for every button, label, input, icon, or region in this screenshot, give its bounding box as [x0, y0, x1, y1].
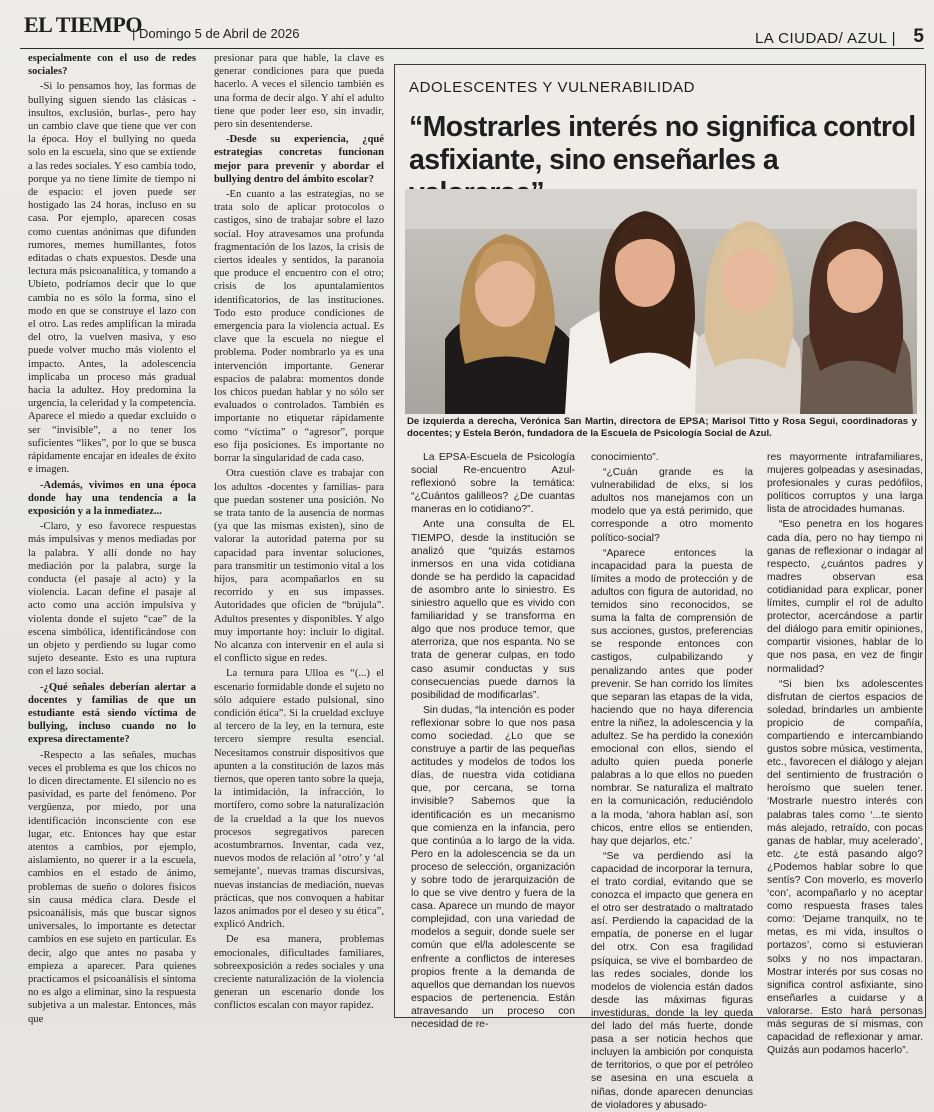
feature-box	[394, 64, 926, 1111]
article-paragraph: “Se va perdiendo así la capacidad de incorporar la ternura, el trato cordial, evitando que se conozca el impacto que genera en el otro ser destratado o maltratado así. Perdiendo la capacidad de la empatía, de ponerse en el lugar del otrx. Con esa fragilidad psíquica, se vive el bombardeo de las redes sociales, donde los modelos de violencia están dados desde las máximas figuras investiduras, donde la ley queda del lado del más fuerte, donde pasa a ser noticia hechos que incluyen la ambición por conquista de territorios, o que por el petróleo se asesina en una escuela a niñas, donde aparecen denuncias de violadores y abusado-	[591, 850, 753, 1111]
article-paragraph: “Si bien lxs adolescentes disfrutan de ciertos espacios de soledad, brindarles un ambiente propicio de compañía, compartiendo e intercambiando gustos sobre música, vestimenta, etc., favorecen el diálogo y alejan del sentimiento de frustración o heroísmo que suelen tener. ‘Mostrarle nuestro interés con palabras tales como ‘...te siento más alejado, retraído, con pocas ganas de hablar, muy acelerado’, etc. ¿te está pasando algo? ¿Podemos hablar sobre lo que sentís? Con moverlo, es moverlo ‘con’, acompañarlo y no aceptar como respuesta frases tales como: ‘Dejame tranquilx, no te metas, es mi vida, insultos o portazos’, como si estuvieran solxs y no nos impactaran. Mostrar interés por sus cosas no significa control asfixiante, sino enseñarles a cuidarse y a valorarse. Esto hará personas más seguras de sí mismas, con capacidad de reflexionar y amar. Quizás aun podamos hacerlo”.	[767, 678, 923, 1057]
article-paragraph: -Claro, y eso favorece respuestas más impulsivas y menos mediadas por la palabra. Y allí donde no hay mediación por la palabra, surge la conducta (el pasaje al acto) y la violencia. Lacan define el pasaje al acto como una acción impulsiva y violenta donde el sujeto “cae” de la escena simbólica, identificándose con un objeto y perdiendo su lugar como sujeto deseante. Esto es una ruptura con el lazo social.	[28, 521, 196, 678]
section-name: LA CIUDAD/ AZUL |	[754, 30, 896, 47]
group-photo	[405, 189, 917, 414]
article-paragraph: La ternura para Ulloa es “(...) el escenario formidable donde el sujeto no sólo adquiere estado pulsional, sino condición ética”. Si la crueldad excluye al tercero de la ley, en la ternura, este tercero siempre resulta esencial. Necesitamos construir dispositivos que apunten a la constitución de lazos más tiernos, que operen tanto sobre la queja, la intimidación, la infracción, lo mortífero, como sobre la naturalización de la crueldad a la que los nuevos procesos segregativos parecen acostumbrarnos. Inventar, cada vez, nuevos modos de relación al ‘otro’ y ‘al semejante’, nuevas tramas discursivas, nuevas instancias de mediación, nuevas prácticas, que nos convoquen a habitar lazos animados por el deseo y su ética”, explicó Andrich.	[214, 668, 384, 931]
feature-kicker: ADOLESCENTES Y VULNERABILIDAD	[409, 79, 696, 96]
feature-column-3	[767, 451, 923, 1057]
article-paragraph: res mayormente intrafamiliares, mujeres golpeadas y asesinadas, profesionales y curas pedófilos, políticos corruptos y una larga lista de atrocidades humanas.	[767, 452, 923, 516]
feature-column-1	[411, 451, 575, 1031]
page-number: 5	[913, 26, 924, 47]
interview-question: -Además, vivimos en una época donde hay una tendencia a la exposición y a la inmediatez...	[28, 479, 196, 517]
article-paragraph: -En cuanto a las estrategias, no se trata solo de aplicar protocolos o castigos, sino de trabajar sobre el lazo social. Hoy atravesamos una profunda fragmentación de los lazos, la crisis de ciertos ideales y sentidos, la paranoia que produce el encuentro con el otro; crisis de los apuntalamientos identificatorios, de las instituciones. Todo esto produce condiciones de emergencia para la violencia actual. Es clave que la escuela no niegue el problema. Poder nombrarlo ya es una intervención importante. Generar espacios de palabra: momentos donde los chicos puedan hablar y no sólo ser evaluados o controlados. También es importante no etiquetar rápidamente como “víctima” o “agresor”, porque eso fija posiciones. Es importante no borrar la singularidad de cada caso.	[214, 189, 384, 465]
photo-caption: De izquierda a derecha, Verónica San Martin, directora de EPSA; Marisol Titto y Rosa Segui, coordinadoras y docentes; y Estela Berón, fundadora de la Escuela de Psicología Social de Azul.	[407, 416, 917, 440]
article-paragraph: Ante una consulta de EL TIEMPO, desde la institución se analizó que “quizás estamos inmersos en una vida cotidiana donde se ha perdido la capacidad de asombro ante lo siniestro. Es siniestro aquello que es vivido con familiaridad y se transforma en algo que nos produce temor, que aterroriza, que nos espanta. No se trata de generar culpas, en todo caso asumir conductas y sus consecuencias puede darnos la posibilidad de modificarlas”.	[411, 519, 575, 701]
article-paragraph: conocimiento”.	[591, 452, 659, 463]
interview-question: -Desde su experiencia, ¿qué estrategias concretas funcionan mejor para prevenir y abordar el bullying dentro del ámbito escolar?	[214, 134, 384, 185]
interview-column-2	[214, 52, 384, 1018]
article-paragraph: -Si lo pensamos hoy, las formas de bullying siguen siendo las clásicas -insultos, exclusión, burlas-, pero hay un cambio clave que tiene que ver con la época. Hoy el bullying no queda solo en la escuela, sino que se extiende a las redes sociales. Y eso cambia todo, porque ya no tiene límite de tiempo ni de espacio: el joven puede ser hostigado las 24 horas, incluso en su casa. Por ejemplo, aparecen cosas como cuentas anónimas que difunden rumores, memes humillantes, fotos editadas o chats expuestos. Desde una lectura más psicoanalítica, y tomando a Ubieto, podríamos decir que lo que cambia no es sólo la forma, sino el modo en que se construye el lazo con el otro. Las redes amplifican la mirada del otro, la vuelven masiva, y eso puede volver mucho más violento el impacto. Antes, la adolescencia implicaba un proceso más gradual hacia la adultez. Hoy predomina la urgencia, la celeridad y la competencia. Aparece el miedo a quedar excluido o ser “invisible”, a no tener los suficientes “likes”, por lo que se busca rápidamente encajar en ideales de éxito e imagen.	[28, 81, 196, 476]
masthead	[0, 0, 934, 46]
article-paragraph: “Eso penetra en los hogares cada día, pero no hay tiempo ni ganas de reflexionar o indagar al respecto, ¿cuántos padres y madres observan esa cotidianidad para explicar, poner límites, cumplir el rol de adulto protector, acercándose a partir del diálogo para emitir opiniones, compartir visiones, hablar de lo que nos pasa, en vez de fingir normalidad?	[767, 519, 923, 675]
article-paragraph: presionar para que hable, la clave es generar condiciones para que pueda hacerlo. A veces el silencio también es una forma de decir algo. Y ahí el adulto tiene que poder leer eso, sin invadir, pero sin desentenderse.	[214, 53, 384, 131]
article-paragraph: “Aparece entonces la incapacidad para la puesta de límites a modo de protección y de adultos con figura de autoridad, no temidos sino reconocidos, se suma la falta de comprensión de sus acciones, gustos, preferencias se responde entonces con castigos, culpabilizando y penalizando antes que poder prevenir. Se han corrido los límites que separan las etapas de la vida, haciendo que no haya diferencia entre la niñez, la adolescencia y la adultez. Se ha perdido la conexión emocional con ellos, siendo el adulto quien pueda ponerle palabras a lo que ellos no pueden nombrar. Se naturaliza el maltrato en la comunicación, reduciéndolo a la moda, ‘ahora hablan así, son chicos, entre ellos se entienden, hay que dejarlos, etc.’	[591, 547, 753, 847]
feature-column-2	[591, 451, 753, 1111]
newspaper-brand: EL TIEMPO	[24, 12, 142, 37]
group-photo-image	[405, 189, 917, 414]
article-paragraph: -Respecto a las señales, muchas veces el problema es que los chicos no lo dicen directamente. El silencio no es pasividad, es parte del fenómeno. Por vergüenza, por miedo, por una identificación inconsciente con ese lugar, etc. Entonces hay que estar atentos a cambios, por ejemplo, aislamiento, no querer ir a la escuela, cambios en el estado de ánimo, problemas de sueño o dolores físicos sin causa médica clara. Desde el psicoanálisis, más que buscar signos universales, lo importante es detectar cambios en ese sujeto en particular. Es decir, algo que antes no pasaba y empieza a aparecer. Para quienes practicamos el psicoanálisis el síntoma no es algo a eliminar, sino la respuesta subjetiva a un malestar. Entonces, más que	[28, 749, 196, 1025]
feature-headline: “Mostrarles interés no significa control asfixiante, sino enseñarles a	[409, 111, 916, 176]
article-paragraph: Otra cuestión clave es trabajar con los adultos -docentes y familias- para que puedan sostener una posición. No se trata tanto de la ausencia de normas (ya que las mismas existen), sino de valorar la autoridad paterna por su capacidad para inventar soluciones, para transmitir un testimonio vital a los hijos, para acompañarlos en su recorrido y en sus impasses. Autoridades que oficien de “brújula”. Adultos presentes y disponibles. Y algo muy importante hoy: incluir lo digital. No alcanza con intervenir en el aula si el conflicto sigue en redes.	[214, 468, 384, 665]
article-paragraph: De esa manera, problemas emocionales, dificultades familiares, sobreexposición a redes sociales y una creciente naturalización de la violencia generan un escenario donde los conflictos escalan con mayor rapidez.	[214, 934, 384, 1012]
article-paragraph: La EPSA-Escuela de Psicología social Re-encuentro Azul- reflexionó sobre la temática: “¿Cuántos galilleos? ¿De cuantas maneras en lo cotidiano?”.	[411, 452, 575, 516]
issue-date: | Domingo 5 de Abril de 2026	[132, 26, 300, 41]
interview-question: especialmente con el uso de redes sociales?	[28, 53, 196, 78]
article-paragraph: “¿Cuán grande es la vulnerabilidad de elxs, si los adultos nos manejamos con un modelo que ya está perimido, que corresponde a otro momento político-social?	[591, 467, 753, 544]
article-paragraph: Sin dudas, “la intención es poder reflexionar sobre lo que nos pasa como sociedad. ¿Lo que se construye a partir de las pequeñas actitudes y modelos de todos los días, de nuestra vida cotidiana que, por cercana, se torna invisible? Sabemos que la identificación es un mecanismo que comienza en la infancia, pero que continúa a lo largo de la vida. Pero en la adolescencia se da un proceso de selección, organización y sobre todo de jerarquización de lo que se vive dentro y fuera de la casa. Aparece un mundo de mayor complejidad, con una variedad de modelos a seguir, donde suele ser común que el/la adolescente se enfrente a conflictos de intereses propios frente a la demanda de aquellos que demandan los nuevos espacios de pertenencia. Están atravesando un proceso con necesidad de re-	[411, 704, 575, 1031]
masthead-rule	[20, 48, 924, 49]
interview-column-1	[28, 52, 196, 1025]
interview-question: -¿Qué señales deberían alertar a docentes y familias de que un estudiante está siendo víctima de bullying, incluso cuando no lo expresa directamente?	[28, 681, 196, 746]
